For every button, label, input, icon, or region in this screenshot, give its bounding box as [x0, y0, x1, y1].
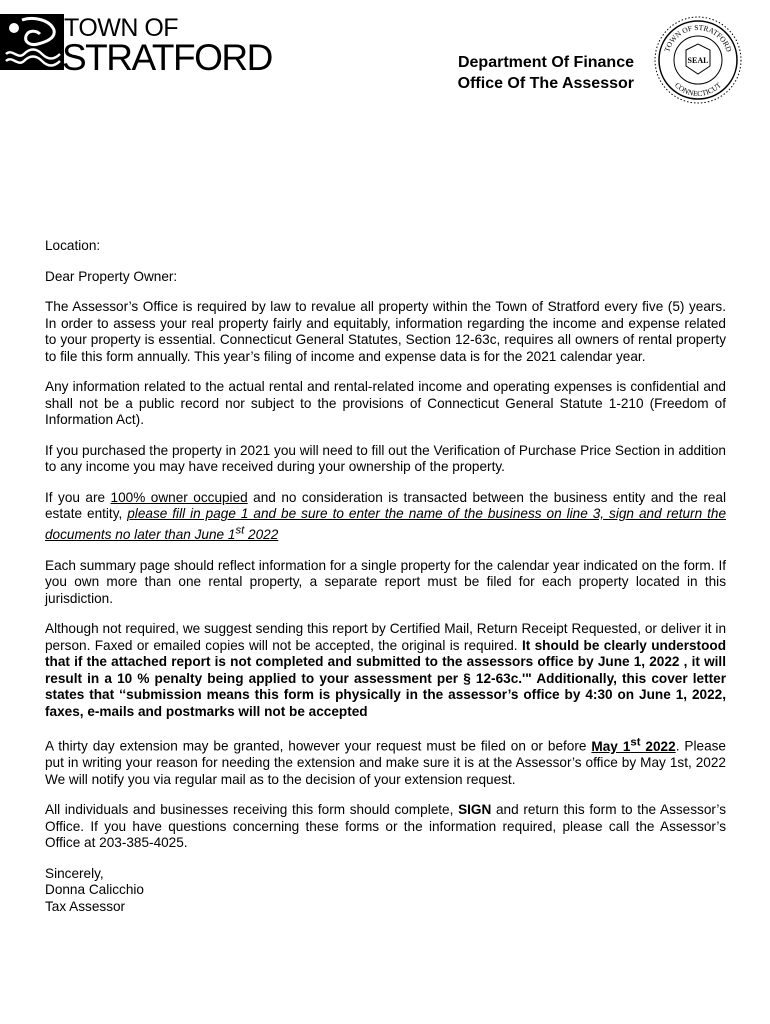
letter-body [45, 238, 726, 915]
penalty-warning: It should be clearly understood that if the attached report is not completed and submitted to the assessors office by June 1, 2022 , it will result in a 10 % penalty being applied to your assessment per § 12-63c.'" Additionally, this cover letter states that ‘‘submission means this form is physically in the assessor’s office by 4:30 on June 1, 2022, faxes, e-mails and postmarks will not be accepted [45, 637, 726, 719]
paragraph-owner-occupied [45, 490, 726, 544]
text-segment: If you are [45, 489, 111, 505]
paragraph-extension [45, 734, 726, 788]
paragraph-purchase: If you purchased the property in 2021 you will need to fill out the Verification of Purchase Price Section in addition to any income you may have received during your ownership of the property. [45, 442, 726, 474]
paragraph-confidentiality: Any information related to the actual rental and rental-related income and operating expenses is confidential and shall not be a public record nor subject to the provisions of Connecticut General Statute 1-210 (Freedom of Information Act). [45, 379, 726, 427]
signer-title: Tax Assessor [45, 898, 126, 914]
paragraph-submission [45, 621, 726, 720]
owner-occupied-instructions [45, 506, 726, 542]
town-logo-mark-icon [0, 14, 66, 70]
logo-text-stratford: STRATFORD [62, 37, 272, 78]
text-segment: All individuals and businesses receiving this form should complete, [45, 802, 459, 818]
text-segment: please fill in page 1 and be sure to enter the name of the business on line 3, sign and return the documents no later than June 1 [45, 506, 727, 543]
text-segment: 2022 [244, 527, 279, 543]
location-label: Location: [45, 238, 101, 253]
text-segment: and no consideration is transacted between the business entity and the real estate entity, [45, 489, 727, 521]
closing: Sincerely, [45, 865, 104, 881]
town-logo [0, 12, 272, 78]
seal-center-text: SEAL [687, 56, 709, 65]
seal-bottom-text: CONNECTICUT [672, 80, 724, 99]
department-heading [458, 52, 634, 94]
sign-emphasis: SIGN [458, 802, 492, 818]
seal-top-text: TOWN OF STRATFORD [662, 22, 734, 54]
extension-deadline [591, 736, 676, 754]
ordinal-suffix: st [630, 736, 641, 749]
town-seal-icon [636, 14, 760, 106]
text-segment: . Please put in writing your reason for needing the extension and make sure it is at the Assessor’s office by May 1st, 2022 We will notify you via regular mail as to the decision of your extension request. [45, 738, 726, 787]
office-name: Office Of The Assessor [457, 75, 634, 92]
text-segment: May 1 [591, 738, 631, 754]
salutation: Dear Property Owner: [45, 268, 178, 284]
logo-text-town-of: TOWN OF [64, 14, 179, 42]
text-segment: A thirty day extension may be granted, however your request must be filed on or before [45, 738, 592, 754]
paragraph-revaluation: The Assessor’s Office is required by law to revalue all property within the Town of Stratford every five (5) years. In order to assess your real property fairly and equitably, information regarding the income and expense related to your property is essential. Connecticut General Statutes, Section 12-63c, requires all owners of rental property to file this form annually. This year’s filing of income and expense data is for the 2021 calendar year. [45, 299, 726, 364]
department-name: Department Of Finance [457, 54, 634, 71]
signer-name: Donna Calicchio [45, 882, 144, 898]
signature-block [45, 866, 726, 916]
text-segment: Although not required, we suggest sending this report by Certified Mail, Return Receipt Requested, or deliver it in person. Faxed or emailed copies will not be accepted, the original is required. [45, 621, 726, 653]
paragraph-contact [45, 802, 726, 852]
text-segment: 2022 [640, 738, 676, 754]
owner-occupied-emphasis: 100% owner occupied [110, 489, 248, 505]
text-segment: and return this form to the Assessor’s Office. If you have questions concerning these forms or the information required, please call the Assessor’s Office at 203-385-4025. [45, 802, 726, 851]
ordinal-suffix: st [235, 524, 245, 537]
paragraph-summary-page: Each summary page should reflect information for a single property for the calendar year indicated on the form. If you own more than one rental property, a separate report must be filed for each property located in this jurisdiction. [45, 557, 726, 606]
